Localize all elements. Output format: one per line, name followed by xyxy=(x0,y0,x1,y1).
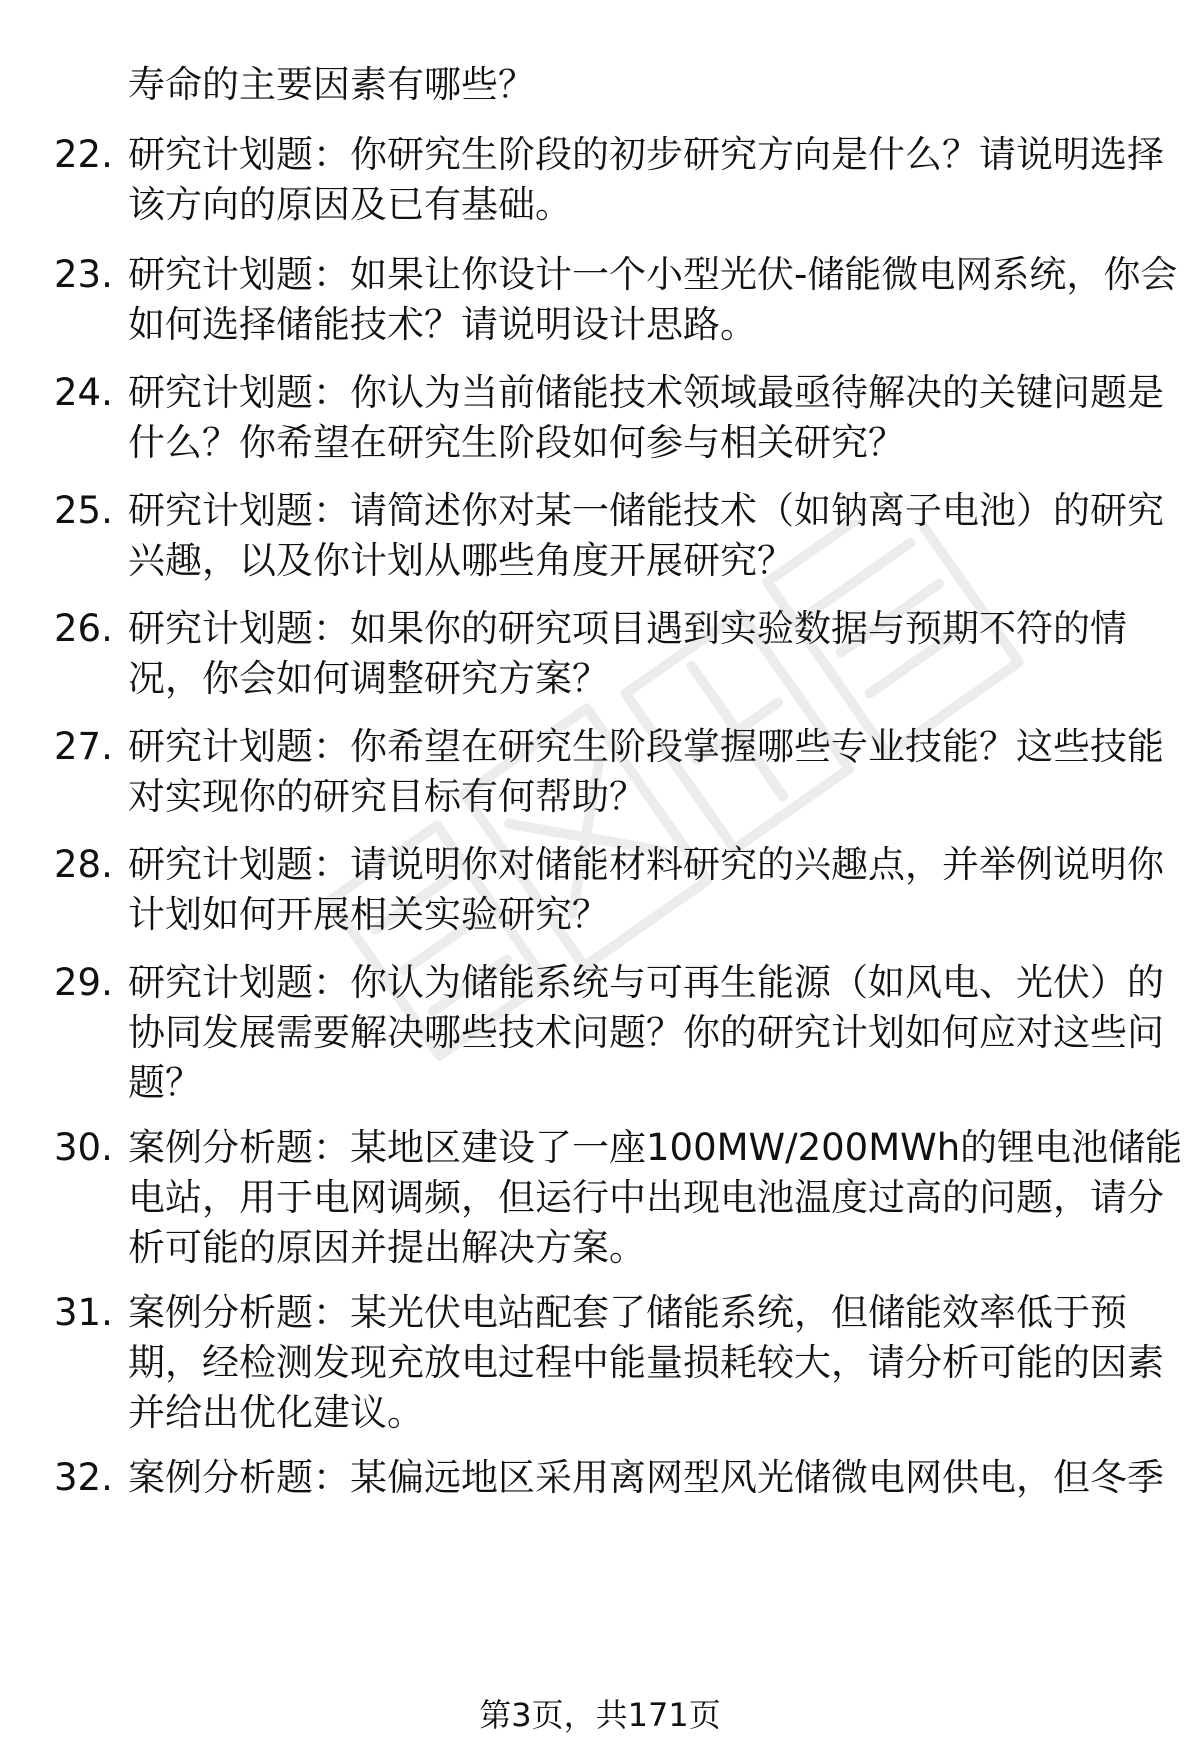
question-line: 况，你会如何调整研究方案？ xyxy=(128,657,609,700)
continuation-text: 寿命的主要因素有哪些？ xyxy=(128,63,535,106)
question-number: 31. xyxy=(54,1291,113,1334)
question-text xyxy=(128,722,1164,822)
question-line: 案例分析题：某光伏电站配套了储能系统，但储能效率低于预 xyxy=(128,1291,1127,1334)
question-text xyxy=(128,1453,1164,1503)
question-line: 兴趣，以及你计划从哪些角度开展研究？ xyxy=(128,539,794,582)
question-text xyxy=(128,486,1164,586)
question-line: 协同发展需要解决哪些技术问题？你的研究计划如何应对这些问 xyxy=(128,1011,1164,1054)
question-text xyxy=(128,1123,1183,1273)
question-text xyxy=(128,368,1164,468)
question-text xyxy=(128,250,1178,350)
page-footer: 第3页，共171页 xyxy=(479,1696,721,1734)
question-text xyxy=(128,840,1164,940)
question-number: 29. xyxy=(54,961,113,1004)
question-line: 如何选择储能技术？请说明设计思路。 xyxy=(128,303,757,346)
question-line: 期，经检测发现充放电过程中能量损耗较大，请分析可能的因素 xyxy=(128,1341,1164,1384)
question-text xyxy=(128,958,1164,1108)
question-number: 27. xyxy=(54,725,113,768)
question-line: 析可能的原因并提出解决方案。 xyxy=(128,1226,646,1269)
question-line: 题？ xyxy=(128,1061,202,1104)
question-line: 计划如何开展相关实验研究？ xyxy=(128,893,609,936)
question-line: 电站，用于电网调频，但运行中出现电池温度过高的问题，请分 xyxy=(128,1176,1164,1219)
question-text xyxy=(128,130,1164,230)
question-line: 研究计划题：你认为当前储能技术领域最亟待解决的关键问题是 xyxy=(128,371,1164,414)
question-text xyxy=(128,1288,1164,1438)
question-line: 研究计划题：请说明你对储能材料研究的兴趣点，并举例说明你 xyxy=(128,843,1164,886)
question-number: 32. xyxy=(54,1456,113,1499)
question-line: 研究计划题：请简述你对某一储能技术（如钠离子电池）的研究 xyxy=(128,489,1164,532)
question-line: 研究计划题：你认为储能系统与可再生能源（如风电、光伏）的 xyxy=(128,961,1164,1004)
question-number: 25. xyxy=(54,489,113,532)
question-number: 24. xyxy=(54,371,113,414)
question-line: 研究计划题：如果你的研究项目遇到实验数据与预期不符的情 xyxy=(128,607,1127,650)
question-line: 并给出优化建议。 xyxy=(128,1391,424,1434)
question-number: 23. xyxy=(54,253,113,296)
question-line: 案例分析题：某偏远地区采用离网型风光储微电网供电，但冬季 xyxy=(128,1456,1164,1499)
question-line: 该方向的原因及已有基础。 xyxy=(128,183,572,226)
question-line: 案例分析题：某地区建设了一座100MW/200MWh的锂电池储能 xyxy=(128,1126,1183,1169)
question-number: 22. xyxy=(54,133,113,176)
question-line: 研究计划题：你研究生阶段的初步研究方向是什么？请说明选择 xyxy=(128,133,1164,176)
question-number: 26. xyxy=(54,607,113,650)
question-line: 对实现你的研究目标有何帮助？ xyxy=(128,775,646,818)
question-number: 30. xyxy=(54,1126,113,1169)
question-line: 研究计划题：如果让你设计一个小型光伏-储能微电网系统，你会 xyxy=(128,253,1178,296)
question-number: 28. xyxy=(54,843,113,886)
question-text xyxy=(128,604,1138,704)
question-line: 研究计划题：你希望在研究生阶段掌握哪些专业技能？这些技能 xyxy=(128,725,1164,768)
question-line: 什么？你希望在研究生阶段如何参与相关研究？ xyxy=(128,421,905,464)
